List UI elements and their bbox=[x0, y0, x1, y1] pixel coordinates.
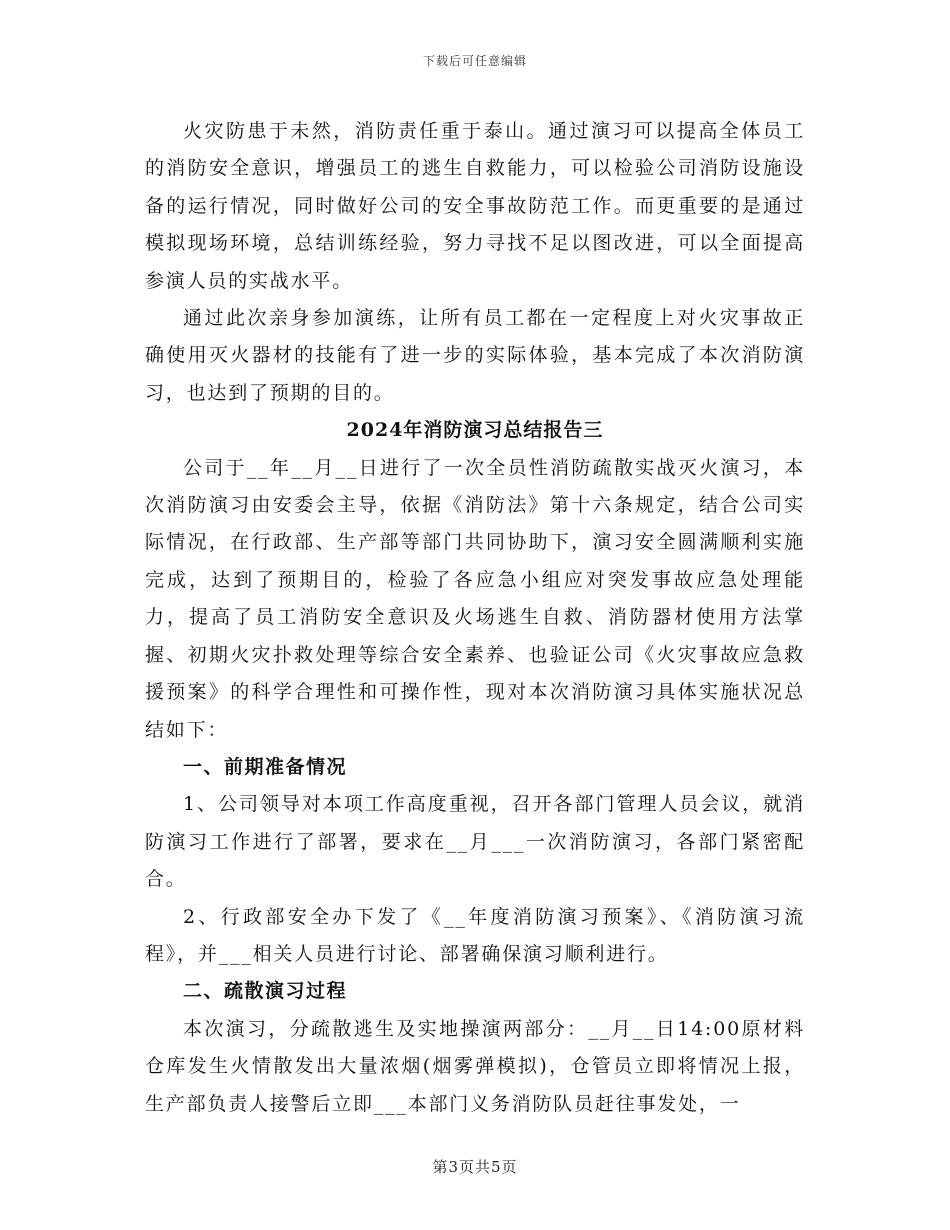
page-footer: 第3页共5页 bbox=[432, 1158, 518, 1176]
list-item-2: 2、行政部安全办下发了《__年度消防演习预案》、《消防演习流程》，并___相关人员进行讨论、部署确保演习顺利进行。 bbox=[145, 905, 805, 965]
header-note: 下载后可任意编辑 bbox=[422, 54, 527, 68]
paragraph-drill-experience: 通过此次亲身参加演练，让所有员工都在一定程度上对火灾事故正确使用灭火器材的技能有了进一步的实际体验，基本完成了本次消防演习，也达到了预期的目的。 bbox=[145, 307, 805, 404]
document-body bbox=[145, 113, 805, 1123]
paragraph-process: 本次演习，分疏散逃生及实地操演两部分：__月__日14:00原材料仓库发生火情散发出大量浓烟(烟雾弹模拟)，仓管员立即将情况上报，生产部负责人接警后立即___本部门义务消防队员赶往事发处，一 bbox=[145, 1017, 805, 1115]
list-item-1: 1、公司领导对本项工作高度重视，召开各部门管理人员会议，就消防演习工作进行了部署，要求在__月___一次消防演习，各部门紧密配合。 bbox=[145, 793, 805, 891]
heading-evacuation-process: 二、疏散演习过程 bbox=[183, 980, 348, 1003]
paragraph-intro: 公司于__年__月__日进行了一次全员性消防疏散实战灭火演习，本次消防演习由安委会主导，依据《消防法》第十六条规定，结合公司实际情况，在行政部、生产部等部门共同协助下，演习安全圆满顺利实施完成，达到了预期目的，检验了各应急小组应对突发事故应急处理能力，提高了员工消防安全意识及火场逃生自救、消防器材使用方法掌握、初期火灾扑救处理等综合安全素养、也验证公司《火灾事故应急救援预案》的科学合理性和可操作性，现对本次消防演习具体实施状况总结如下： bbox=[145, 456, 805, 741]
paragraph-fire-prevention: 火灾防患于未然，消防责任重于泰山。通过演习可以提高全体员工的消防安全意识，增强员工的逃生自救能力，可以检验公司消防设施设备的运行情况，同时做好公司的安全事故防范工作。而更重要的是通过模拟现场环境，总结训练经验，努力寻找不足以图改进，可以全面提高参演人员的实战水平。 bbox=[145, 120, 805, 292]
section-title: 2024年消防演习总结报告三 bbox=[346, 419, 604, 442]
heading-preparation: 一、前期准备情况 bbox=[183, 755, 348, 778]
